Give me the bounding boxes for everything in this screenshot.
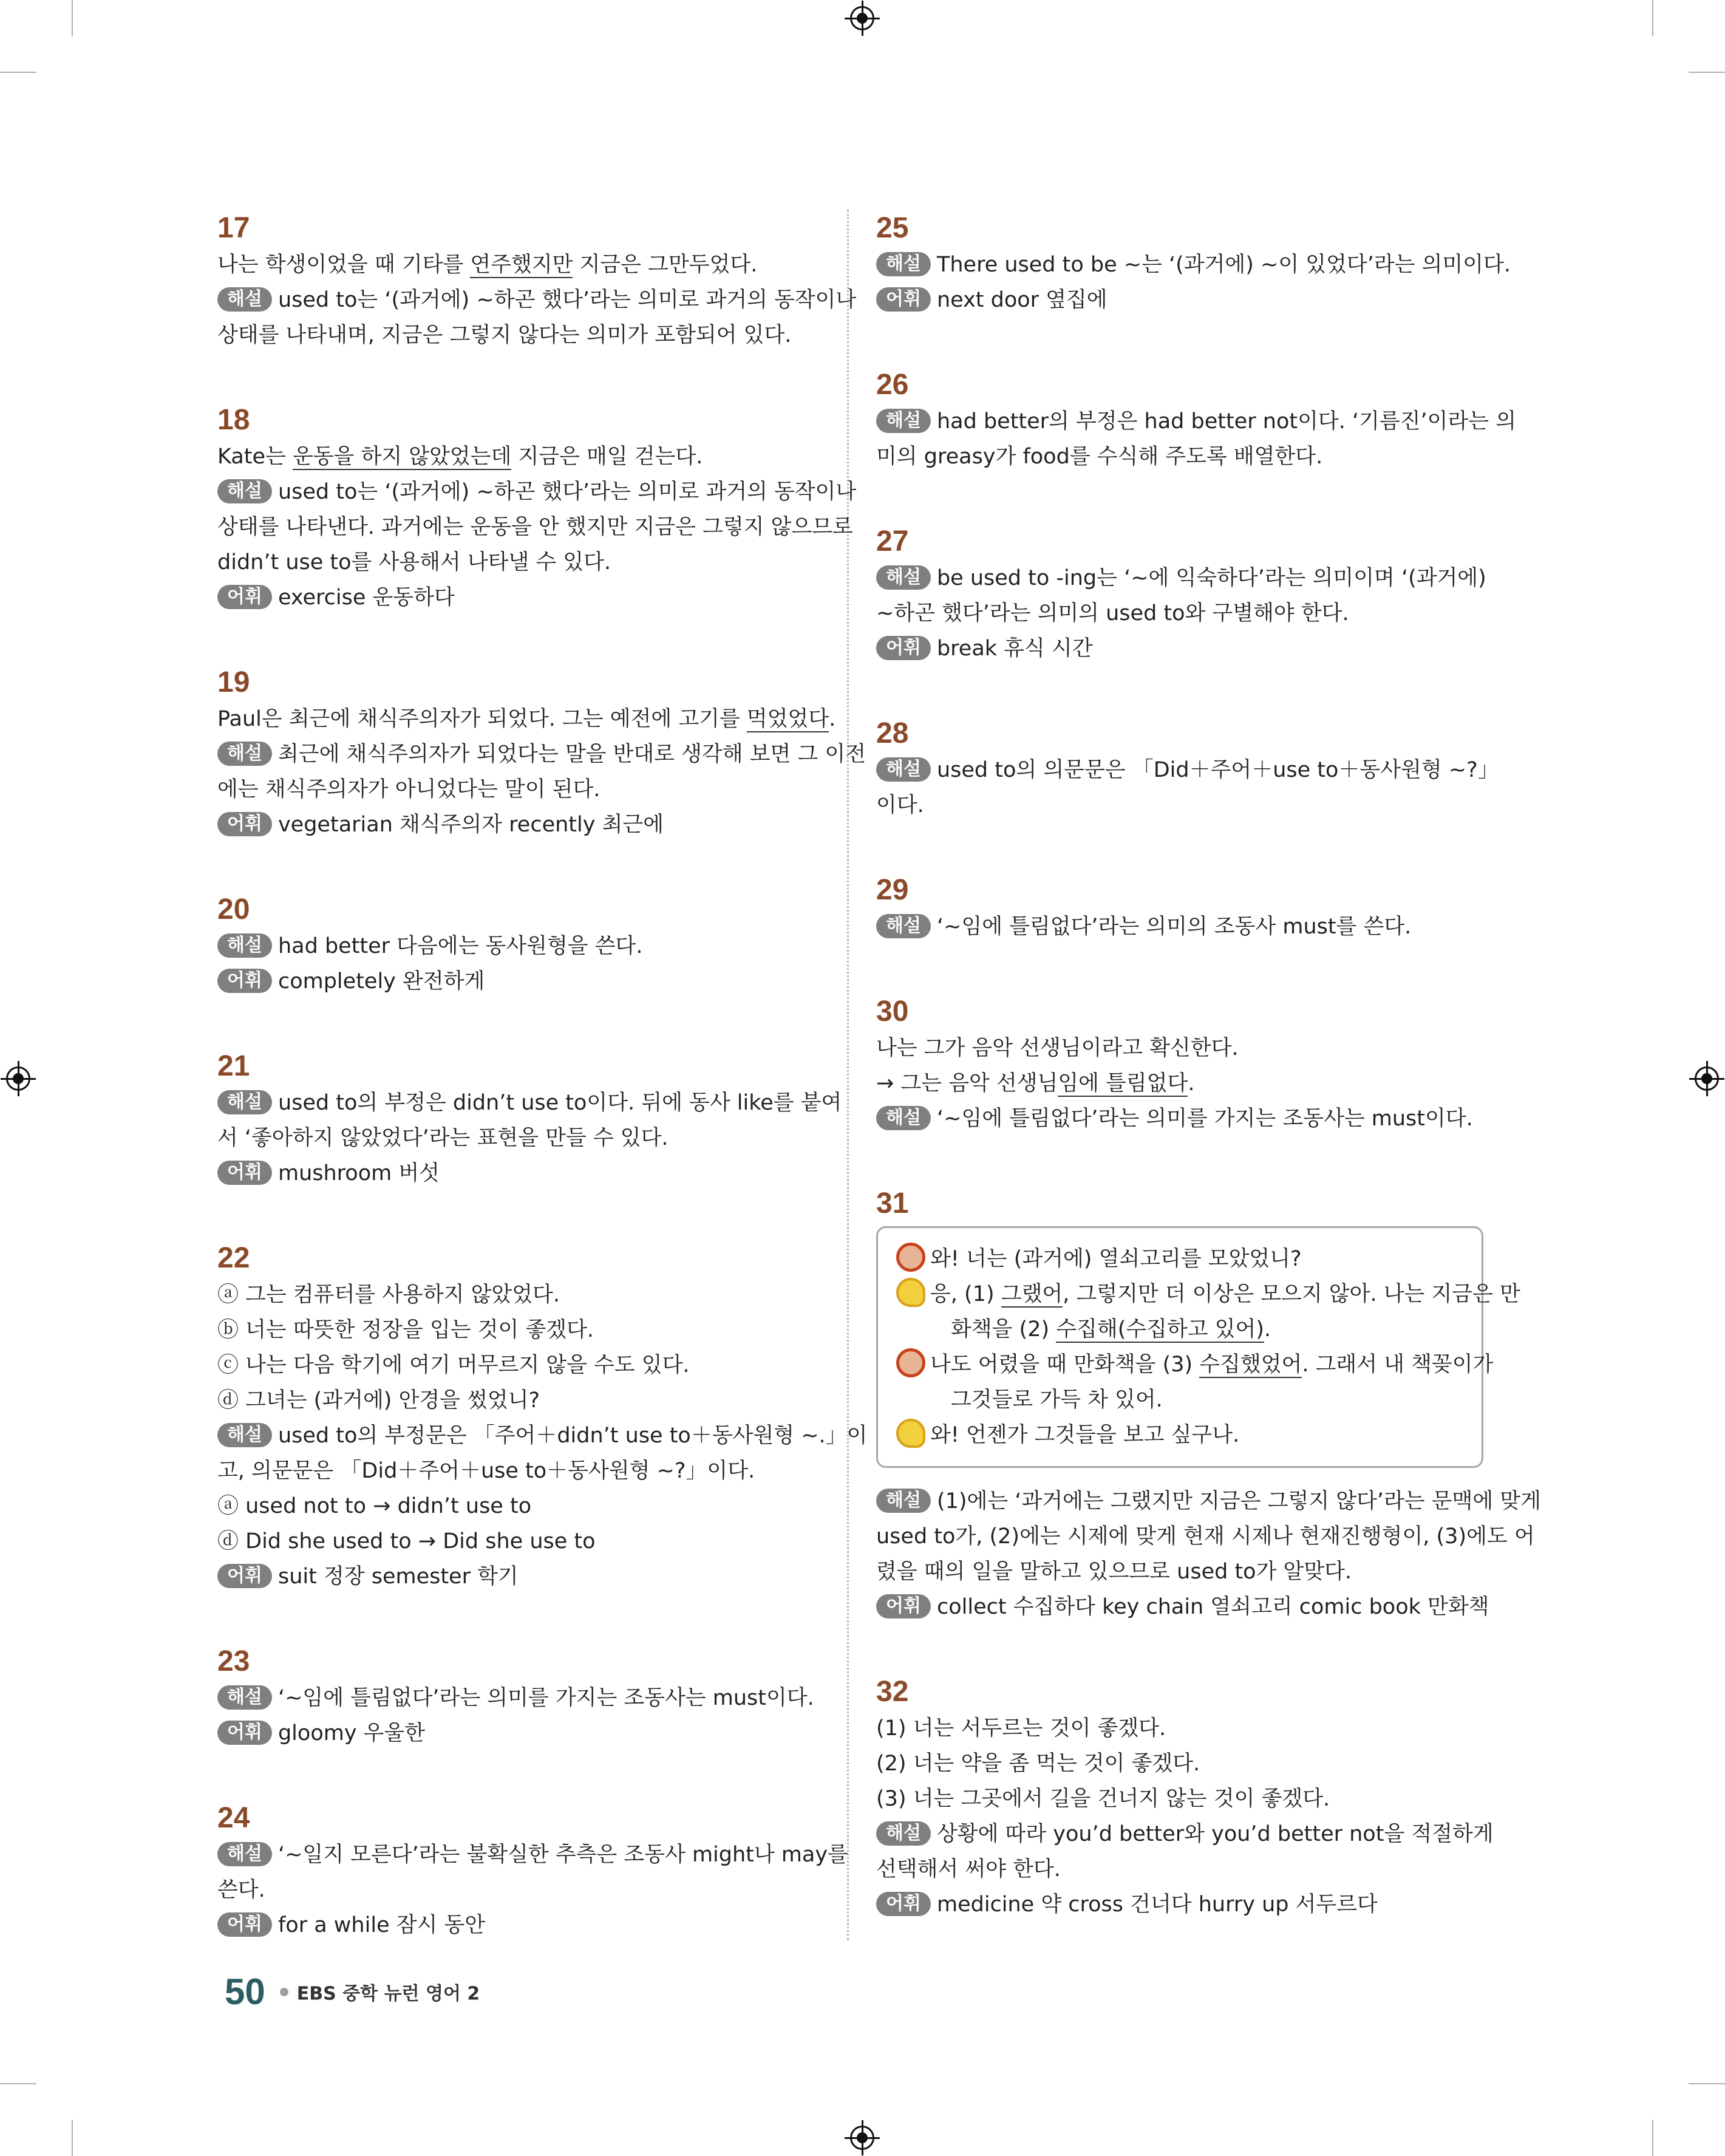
book-title: EBS 중학 뉴런 영어 2 <box>296 1983 480 2005</box>
explanation-line <box>876 1484 1541 1519</box>
explanation-badge: 해설 <box>217 742 272 766</box>
underlined-text: 수집했었어 <box>1199 1353 1302 1377</box>
explanation-line: didn’t use to를 사용해서 나타낼 수 있다. <box>217 550 611 575</box>
explanation-badge: 해설 <box>217 287 272 312</box>
text: used to의 부정문은 「주어＋didn’t use to＋동사원형 ~.」이 <box>277 1424 868 1448</box>
question-number: 31 <box>876 1187 909 1220</box>
question-number: 23 <box>217 1645 250 1677</box>
vocab-line <box>217 580 825 615</box>
text: Paul은 최근에 채식주의자가 되었다. 그는 예전에 고기를 <box>217 707 747 731</box>
text: (1)에는 ‘과거에는 그랬지만 지금은 그렇지 않다’라는 문맥에 맞게 <box>936 1489 1541 1513</box>
explanation-badge: 해설 <box>217 933 272 958</box>
explanation-line <box>217 1418 868 1453</box>
registration-mark-left-icon <box>6 1066 30 1091</box>
answer-26 <box>876 366 1517 474</box>
answer-27 <box>876 523 1486 666</box>
text: , 그렇지만 더 이상은 모으지 않아. 나는 지금은 만 <box>1063 1282 1520 1306</box>
vocab-line <box>217 964 825 999</box>
explanation-badge: 해설 <box>876 252 931 276</box>
text: exercise 운동하다 <box>277 585 455 610</box>
text: collect 수집하다 key chain 열쇠고리 comic book 만화책 <box>936 1595 1489 1619</box>
explanation-badge: 해설 <box>876 757 931 782</box>
explanation-badge: 해설 <box>876 565 931 590</box>
registration-mark-right-icon <box>1695 1066 1719 1091</box>
explanation-line: 선택해서 써야 한다. <box>876 1857 1061 1881</box>
vocab-badge: 어휘 <box>876 636 931 660</box>
boy-avatar-icon <box>896 1348 925 1377</box>
vocab-badge: 어휘 <box>876 287 931 312</box>
text: 지금은 그만두었다. <box>573 253 758 277</box>
translation-line: (1) 너는 서두르는 것이 좋겠다. <box>876 1716 1166 1741</box>
text: used to는 ‘(과거에) ~하곤 했다’라는 의미로 과거의 동작이나 <box>277 288 857 312</box>
vocab-line <box>217 1908 825 1943</box>
registration-mark-bottom-icon <box>850 2126 874 2150</box>
text: for a while 잠시 동안 <box>277 1913 486 1937</box>
vocab-badge: 어휘 <box>217 1161 272 1185</box>
vocab-line <box>217 1716 825 1751</box>
explanation-line: 상태를 나타낸다. 과거에는 운동을 안 했지만 지금은 그렇지 않으므로 <box>217 515 853 539</box>
crop-mark <box>72 2120 73 2156</box>
explanation-line: 이다. <box>876 793 924 817</box>
answer-20 <box>217 891 825 999</box>
question-number: 18 <box>217 404 250 436</box>
dialog-line: 그것들로 가득 차 있어. <box>951 1388 1163 1412</box>
explanation-line <box>876 561 1486 596</box>
explanation-line <box>217 1085 842 1121</box>
question-number: 22 <box>217 1242 250 1274</box>
dialog-box <box>876 1226 1520 1468</box>
translation-line: ⓑ 너는 따뜻한 정장을 입는 것이 좋겠다. <box>217 1318 594 1342</box>
text: → 그는 음악 선생님 <box>876 1071 1058 1096</box>
explanation-line: 쓴다. <box>217 1878 265 1902</box>
bullet-dot-icon <box>280 1988 288 1996</box>
vocab-line <box>217 1156 825 1191</box>
explanation-line: ~하곤 했다’라는 의미의 used to와 구별해야 한다. <box>876 601 1349 626</box>
answer-19 <box>217 664 866 842</box>
text: 최근에 채식주의자가 되었다는 말을 반대로 생각해 보면 그 이전 <box>277 742 866 766</box>
question-number: 24 <box>217 1802 250 1834</box>
text: 나도 어렸을 때 만화책을 (3) <box>930 1353 1200 1377</box>
crop-mark <box>72 0 73 36</box>
translation-line <box>217 439 825 474</box>
translation-line: (3) 너는 그곳에서 길을 건너지 않는 것이 좋겠다. <box>876 1787 1330 1811</box>
vocab-line <box>876 1887 1483 1922</box>
text: completely 완전하게 <box>277 969 485 994</box>
explanation-badge: 해설 <box>217 1090 272 1114</box>
text: vegetarian 채식주의자 recently 최근에 <box>277 813 664 837</box>
question-number: 21 <box>217 1050 250 1082</box>
answer-22 <box>217 1240 868 1594</box>
vocab-badge: 어휘 <box>876 1594 931 1619</box>
crop-mark <box>1652 0 1653 36</box>
answer-18 <box>217 401 857 615</box>
question-number: 20 <box>217 893 250 926</box>
text: ‘~일지 모른다’라는 불확실한 추측은 조동사 might나 may를 <box>277 1843 848 1867</box>
text: 지금은 매일 걷는다. <box>511 445 703 469</box>
explanation-line: ⓓ Did she used to → Did she use to <box>217 1529 596 1554</box>
explanation-line: 렸을 때의 일을 말하고 있으므로 used to가 알맞다. <box>876 1560 1352 1584</box>
vocab-badge: 어휘 <box>217 969 272 993</box>
translation-line <box>217 247 825 282</box>
vocab-line <box>876 1589 1489 1625</box>
question-number: 17 <box>217 212 250 244</box>
answer-23 <box>217 1643 825 1751</box>
boy-avatar-icon <box>896 1243 925 1272</box>
text: suit 정장 semester 학기 <box>277 1564 519 1589</box>
text: gloomy 우울한 <box>277 1721 426 1745</box>
text: medicine 약 cross 건너다 hurry up 서두르다 <box>936 1892 1378 1917</box>
vocab-badge: 어휘 <box>217 1721 272 1745</box>
explanation-line <box>217 282 857 318</box>
explanation-badge: 해설 <box>876 1821 931 1846</box>
translation-line: (2) 너는 약을 좀 먹는 것이 좋겠다. <box>876 1752 1200 1776</box>
page-number: 50 <box>225 1971 265 2012</box>
underlined-text: 운동을 하지 않았었는데 <box>292 445 512 469</box>
explanation-badge: 해설 <box>217 1685 272 1710</box>
explanation-line <box>876 1817 1494 1852</box>
underlined-text: 임에 틀림없다 <box>1058 1071 1188 1096</box>
explanation-badge: 해설 <box>217 479 272 503</box>
vocab-badge: 어휘 <box>217 1912 272 1937</box>
text: had better 다음에는 동사원형을 쓴다. <box>277 934 643 958</box>
crop-mark <box>1689 72 1725 73</box>
explanation-line <box>217 474 857 510</box>
explanation-badge: 해설 <box>876 1106 931 1130</box>
question-number: 26 <box>876 369 909 401</box>
question-number: 27 <box>876 525 909 558</box>
explanation-line: 미의 greasy가 food를 수식해 주도록 배열한다. <box>876 445 1323 469</box>
translation-line <box>217 701 836 737</box>
translation-line: ⓓ 그녀는 (과거에) 안경을 썼었니? <box>217 1388 540 1413</box>
explanation-badge: 해설 <box>217 1423 272 1447</box>
page-footer <box>225 1971 480 2013</box>
text: be used to -ing는 ‘~에 익숙하다’라는 의미이며 ‘(과거에) <box>936 566 1486 590</box>
translation-line <box>876 1066 1483 1101</box>
vocab-line <box>217 807 825 842</box>
question-number: 25 <box>876 212 909 244</box>
text: ‘~임에 틀림없다’라는 의미를 가지는 조동사는 must이다. <box>277 1686 814 1710</box>
vocab-badge: 어휘 <box>217 585 272 609</box>
text: used to는 ‘(과거에) ~하곤 했다’라는 의미로 과거의 동작이나 <box>277 480 857 504</box>
question-number: 19 <box>217 666 250 698</box>
text: Kate는 <box>217 445 293 469</box>
translation-line: 나는 그가 음악 선생님이라고 확신한다. <box>876 1036 1239 1060</box>
answer-31 <box>876 1185 1541 1625</box>
dialog-line <box>896 1312 1463 1347</box>
explanation-badge: 해설 <box>876 409 931 433</box>
explanation-line: ⓐ used not to → didn’t use to <box>217 1494 532 1518</box>
question-number: 30 <box>876 995 909 1028</box>
text: 나는 학생이었을 때 기타를 <box>217 253 471 277</box>
explanation-line <box>217 929 825 964</box>
text: 상황에 따라 you’d better와 you’d better not을 적절하게 <box>936 1822 1494 1846</box>
vocab-badge: 어휘 <box>876 1892 931 1916</box>
underlined-text: 수집해(수집하고 있어) <box>1056 1317 1264 1342</box>
underlined-text: 먹었었다 <box>746 707 829 731</box>
underlined-text: 그랬어 <box>1001 1282 1063 1306</box>
dialog-line <box>896 1347 1494 1382</box>
question-number: 32 <box>876 1676 909 1708</box>
answer-30 <box>876 993 1483 1136</box>
vocab-badge: 어휘 <box>217 812 272 836</box>
crop-mark <box>1652 2120 1653 2156</box>
text: . <box>1188 1071 1195 1096</box>
answer-29 <box>876 872 1483 944</box>
explanation-line: 고, 의문문은 「Did＋주어＋use to＋동사원형 ~?」이다. <box>217 1459 755 1483</box>
right-column <box>876 210 1541 1971</box>
girl-avatar-icon <box>896 1419 925 1448</box>
explanation-line <box>217 1837 848 1872</box>
vocab-line <box>217 1559 825 1594</box>
text: next door 옆집에 <box>936 288 1107 312</box>
explanation-line: 상태를 나타내며, 지금은 그렇지 않다는 의미가 포함되어 있다. <box>217 323 792 347</box>
text: used to의 부정은 didn’t use to이다. 뒤에 동사 like를 붙여 <box>277 1091 842 1115</box>
text: 와! 너는 (과거에) 열쇠고리를 모았었니? <box>930 1247 1302 1271</box>
explanation-line <box>876 752 1499 788</box>
explanation-line: 서 ‘좋아하지 않았었다’라는 표현을 만들 수 있다. <box>217 1126 669 1150</box>
translation-line: ⓐ 그는 컴퓨터를 사용하지 않았었다. <box>217 1283 560 1307</box>
question-number: 28 <box>876 717 909 749</box>
explanation-line <box>217 1680 825 1716</box>
text: . <box>829 707 836 731</box>
vocab-badge: 어휘 <box>217 1564 272 1588</box>
answer-25 <box>876 210 1511 318</box>
underlined-text: 연주했지만 <box>470 253 573 277</box>
text: ‘~임에 틀림없다’라는 의미의 조동사 must를 쓴다. <box>936 915 1412 939</box>
text: mushroom 버섯 <box>277 1161 440 1185</box>
text: 응, (1) <box>930 1282 1001 1306</box>
column-divider <box>847 210 849 1940</box>
answer-24 <box>217 1800 848 1943</box>
text: ‘~임에 틀림없다’라는 의미를 가지는 조동사는 must이다. <box>936 1107 1473 1131</box>
explanation-badge: 해설 <box>876 1489 931 1513</box>
explanation-line: 에는 채식주의자가 아니었다는 말이 된다. <box>217 777 601 802</box>
crop-mark <box>0 72 36 73</box>
dialog-line <box>896 1241 1463 1277</box>
text: 와! 언젠가 그것들을 보고 싶구나. <box>930 1423 1240 1447</box>
question-number: 29 <box>876 874 909 906</box>
explanation-line: used to가, (2)에는 시제에 맞게 현재 시제나 현재진행형이, (3)에도 어 <box>876 1524 1535 1549</box>
text: break 휴식 시간 <box>936 636 1093 661</box>
explanation-line <box>876 1101 1483 1136</box>
registration-mark-top-icon <box>850 6 874 30</box>
vocab-line <box>876 282 1483 318</box>
text: 화책을 (2) <box>951 1317 1056 1342</box>
dialog-line <box>896 1417 1463 1453</box>
answer-21 <box>217 1048 842 1191</box>
explanation-line <box>876 404 1517 439</box>
vocab-line <box>876 631 1483 666</box>
answer-28 <box>876 715 1499 823</box>
left-column <box>217 210 868 1991</box>
crop-mark <box>0 2083 36 2084</box>
explanation-badge: 해설 <box>217 1842 272 1866</box>
translation-line: ⓒ 나는 다음 학기에 여기 머무르지 않을 수도 있다. <box>217 1353 690 1377</box>
explanation-line <box>876 247 1511 282</box>
explanation-badge: 해설 <box>876 914 931 938</box>
answer-32 <box>876 1673 1494 1922</box>
text: used to의 의문문은 「Did＋주어＋use to＋동사원형 ~?」 <box>936 758 1499 782</box>
text: . <box>1264 1317 1271 1342</box>
answer-17 <box>217 210 857 353</box>
explanation-line <box>217 737 866 772</box>
text: There used to be ~는 ‘(과거에) ~이 있었다’라는 의미이다. <box>936 253 1511 277</box>
crop-mark <box>1689 2083 1725 2084</box>
dialog-line <box>896 1277 1520 1312</box>
girl-avatar-icon <box>896 1278 925 1307</box>
text: had better의 부정은 had better not이다. ‘기름진’이라는 의 <box>936 409 1517 434</box>
explanation-line <box>876 909 1483 944</box>
text: . 그래서 내 책꽂이가 <box>1302 1353 1494 1377</box>
